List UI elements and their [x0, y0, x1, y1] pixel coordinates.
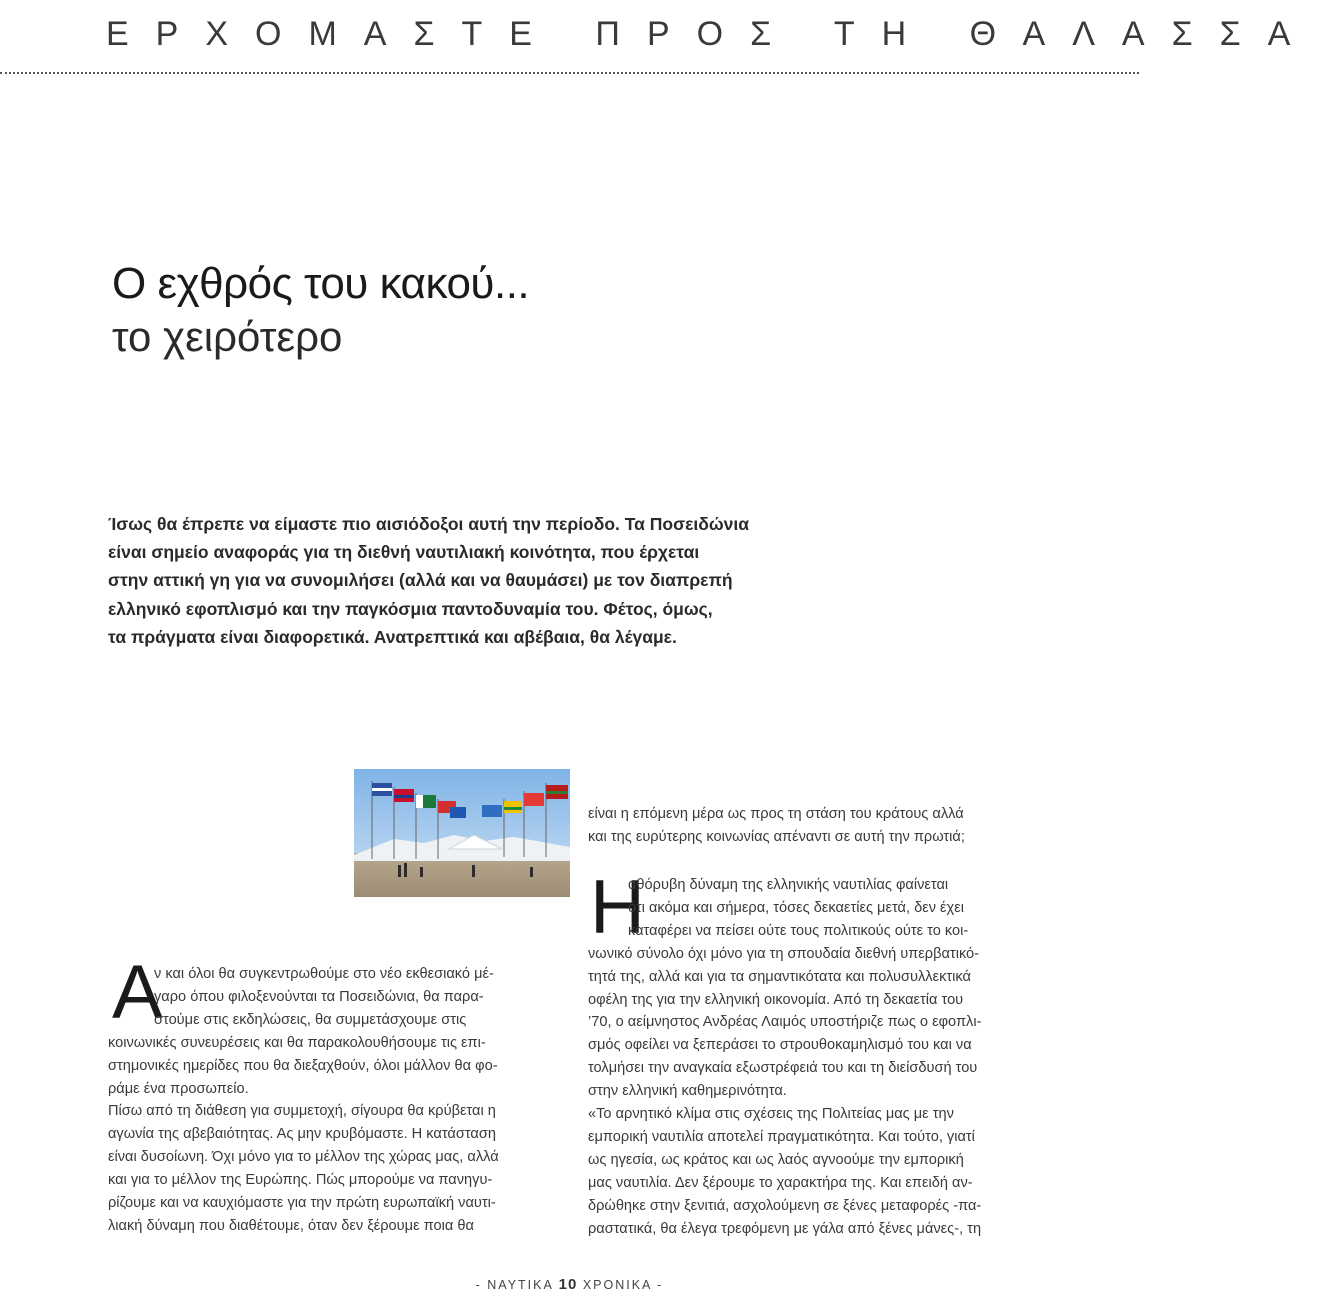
- right-column-body: [588, 874, 1033, 1241]
- article-subheadline: το χειρότερο: [112, 313, 343, 360]
- body-line: στημονικές ημερίδες που θα διεξαχθούν, όλοι μάλλον θα φο-: [108, 1057, 498, 1074]
- lead-line: ελληνικό εφοπλισμό και την παγκόσμια παντοδυναμία του. Φέτος, όμως,: [108, 598, 713, 619]
- body-line: ρίζουμε και να καυχιόμαστε για την πρώτη ευρωπαϊκή ναυτι-: [108, 1195, 496, 1212]
- body-line: ν και όλοι θα συγκεντρωθούμε στο νέο εκθεσιακό μέ-: [154, 966, 494, 982]
- body-line: κοινωνικές συνευρέσεις και θα παρακολουθήσουμε τις επι-: [108, 1034, 486, 1051]
- body-line: ραστατικά, θα έλεγα τρεφόμενη με γάλα από ξένες μάνες-, τη: [588, 1220, 982, 1237]
- right-column-top: [588, 803, 1033, 849]
- body-line: καταφέρει να πείσει ούτε τους πολιτικούς ούτε το κοι-: [628, 922, 969, 939]
- body-line: και για το μέλλον της Ευρώπης. Πώς μπορούμε να πανηγυ-: [108, 1172, 493, 1189]
- body-line: τολμήσει την αναγκαία εξωστρέφειά του και τη διείσδυσή του: [588, 1060, 978, 1077]
- page-footer: [0, 1276, 1139, 1293]
- body-line: ότι ακόμα και σήμερα, τόσες δεκαετίες μετά, δεν έχει: [628, 899, 964, 916]
- lead-line: στην αττική γη για να συνομιλήσει (αλλά και να θαυμάσει) με τον διαπρεπή: [108, 570, 733, 591]
- body-line: εμπορική ναυτιλία αποτελεί πραγματικότητα. Και τούτο, γιατί: [588, 1128, 975, 1145]
- dropcap-letter: Α: [112, 950, 163, 1035]
- body-line: μας ναυτιλία. Δεν ξέρουμε το χαρακτήρα της. Και επειδή αν-: [588, 1174, 973, 1191]
- body-line: τητά της, αλλά και για τα σημαντικότατα και πολυσυλλεκτικά: [588, 968, 971, 985]
- body-line: και της ευρύτερης κοινωνίας απέναντι σε αυτή την πρωτιά;: [588, 828, 965, 845]
- body-line: «Το αρνητικό κλίμα στις σχέσεις της Πολιτείας μας με την: [588, 1106, 954, 1123]
- body-line: ’70, ο αείμνηστος Ανδρέας Λαιμός υποστήριζε πως ο εφοπλι-: [588, 1014, 982, 1031]
- body-line: είναι η επόμενη μέρα ως προς τη στάση του κράτους αλλά: [588, 806, 964, 822]
- header-divider: [0, 72, 1139, 74]
- footer-left: - ΝΑΥΤΙΚΑ: [475, 1278, 554, 1292]
- body-line: στην ελληνική καθημερινότητα.: [588, 1083, 787, 1100]
- article-headline: Ο εχθρός του κακού...: [112, 259, 530, 308]
- body-line: γαρο όπου φιλοξενούνται τα Ποσειδώνια, θα παρα-: [154, 988, 484, 1005]
- body-line: λιακή δύναμη που διαθέτουμε, όταν δεν ξέρουμε ποια θα: [108, 1217, 474, 1234]
- exhibition-flags-photo: [354, 769, 570, 897]
- body-line: είναι δυσοίωνη. Όχι μόνο για το μέλλον της χώρας μας, αλλά: [108, 1149, 499, 1166]
- left-column-body: [108, 963, 554, 1238]
- body-line: ράμε ένα προσωπείο.: [108, 1080, 249, 1097]
- body-line: ως ηγεσία, ως κράτος και ως λαός αγνοούμε την εμπορική: [588, 1151, 964, 1168]
- article-lead: [108, 510, 808, 651]
- page-number: 10: [558, 1276, 578, 1293]
- lead-line: τα πράγματα είναι διαφορετικά. Ανατρεπτικά και αβέβαια, θα λέγαμε.: [108, 626, 677, 647]
- body-line: οφέλη της για την ελληνική οικονομία. Από τη δεκαετία του: [588, 991, 964, 1008]
- body-line: νωνικό σύνολο όχι μόνο για τη σπουδαία διεθνή υπερβατικό-: [588, 945, 980, 962]
- body-line: στούμε στις εκδηλώσεις, θα συμμετάσχουμε στις: [154, 1011, 467, 1028]
- lead-line: είναι σημείο αναφοράς για τη διεθνή ναυτιλιακή κοινότητα, που έρχεται: [108, 542, 700, 563]
- body-line: σμός οφείλει να ξεπεράσει το στρουθοκαμηλισμό του και να: [588, 1037, 972, 1054]
- section-title: ΕΡΧΟΜΑΣΤΕ ΠΡΟΣ ΤΗ ΘΑΛΑΣΣΑ: [106, 15, 1317, 53]
- body-line: αθόρυβη δύναμη της ελληνικής ναυτιλίας φαίνεται: [628, 877, 949, 893]
- body-line: αγωνία της αβεβαιότητας. Ας μην κρυβόμαστε. Η κατάσταση: [108, 1126, 496, 1143]
- body-line: Πίσω από τη διάθεση για συμμετοχή, σίγουρα θα κρύβεται η: [108, 1103, 496, 1120]
- body-line: δρώθηκε στην ξενιτιά, ασχολούμενη σε ξένες μεταφορές -πα-: [588, 1197, 982, 1214]
- footer-right: ΧΡΟΝΙΚΑ -: [582, 1278, 664, 1292]
- lead-line: Ίσως θα έπρεπε να είμαστε πιο αισιόδοξοι αυτή την περίοδο. Τα Ποσειδώνια: [108, 514, 749, 534]
- dropcap-letter: Η: [590, 865, 645, 950]
